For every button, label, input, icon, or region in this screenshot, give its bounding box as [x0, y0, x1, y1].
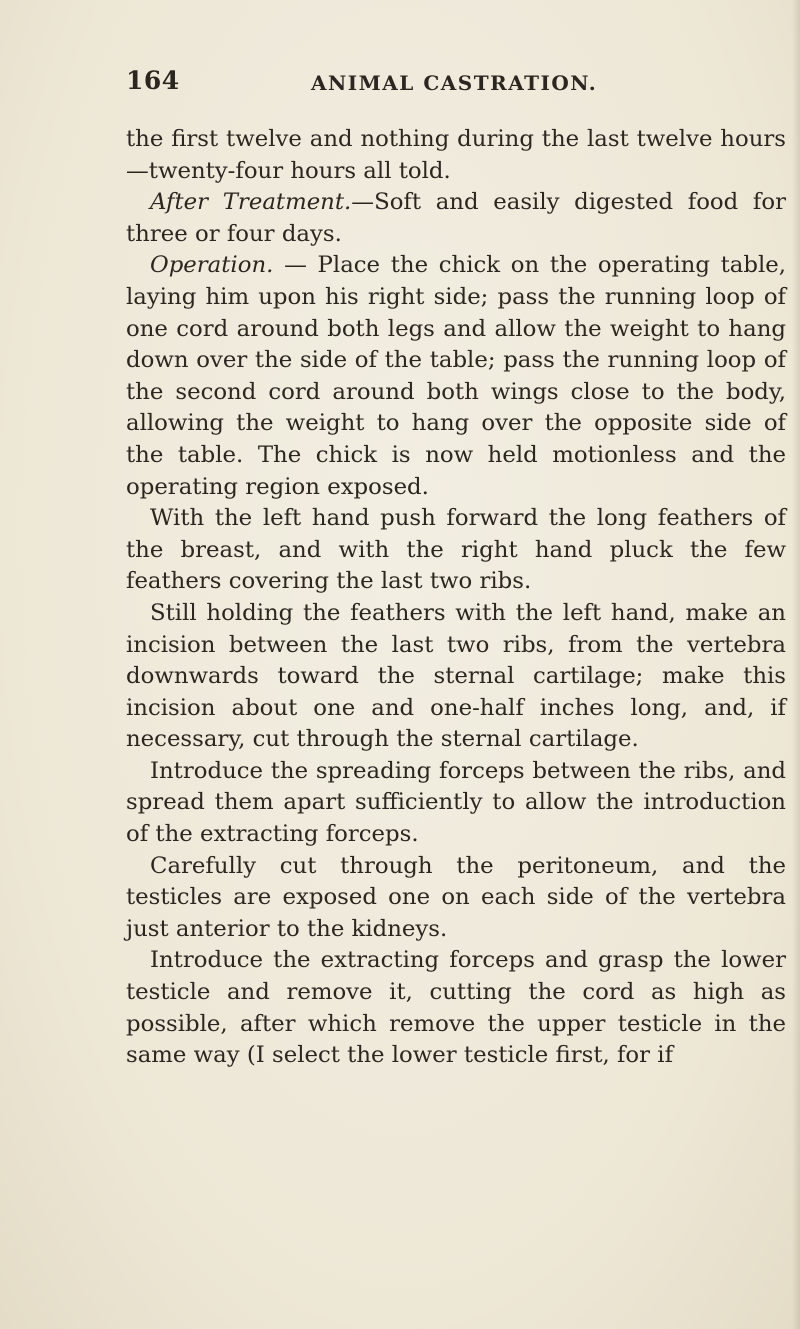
paragraph-operation [126, 250, 786, 503]
paragraph-text: Introduce the spreading forceps between the ribs, and spread them apart sufficiently to allow the introduction of the extracting forceps. [126, 757, 786, 848]
page-header [126, 66, 786, 106]
paragraph-text: Carefully cut through the peritoneum, and the testicles are exposed one on each side of the vertebra just anterior to the kidneys. [126, 852, 786, 942]
paragraph-text: the first twelve and nothing during the last twelve hours—twenty-four hours all told. [126, 126, 786, 184]
paragraph-after-treatment [126, 187, 786, 250]
paragraph [126, 945, 786, 1071]
running-head: ANIMAL CASTRATION. [311, 71, 598, 95]
paragraph [126, 598, 786, 756]
body-text [126, 124, 786, 1072]
paragraph [126, 124, 786, 187]
paragraph [126, 503, 786, 598]
page-edge-shadow [792, 0, 800, 1329]
paragraph-lead-in: After Treatment. [150, 189, 352, 216]
page-number: 164 [126, 66, 180, 95]
paragraph-lead-in: Operation. [150, 252, 274, 279]
paragraph [126, 756, 786, 851]
paragraph-text: Introduce the extracting forceps and grasp the lower testicle and remove it, cutting the cord as high as possible, after which remove the upper testicle in the same way (I select the lower testicle first, for if [126, 947, 786, 1069]
paragraph [126, 851, 786, 946]
paragraph-text: With the left hand push forward the long feathers of the breast, and with the right hand pluck the few feathers covering the last two ribs. [126, 505, 786, 595]
paragraph-text: Still holding the feathers with the left hand, make an incision between the last two ribs, from the vertebra downwards toward the sternal cartilage; make this incision about one and one-half inches long, and, if necessary, cut through the sternal cartilage. [126, 599, 786, 753]
paragraph-text: — Place the chick on the operating table, laying him upon his right side; pass the running loop of one cord around both legs and allow the weight to hang down over the side of the table; pass the running loop of the second cord around both wings close to the body, allowing the weight to hang over the opposite side of the table. The chick is now held motionless and the operating region exposed. [126, 252, 786, 500]
paragraph-text: —Soft and easily digested food for three or four days. [126, 189, 786, 247]
